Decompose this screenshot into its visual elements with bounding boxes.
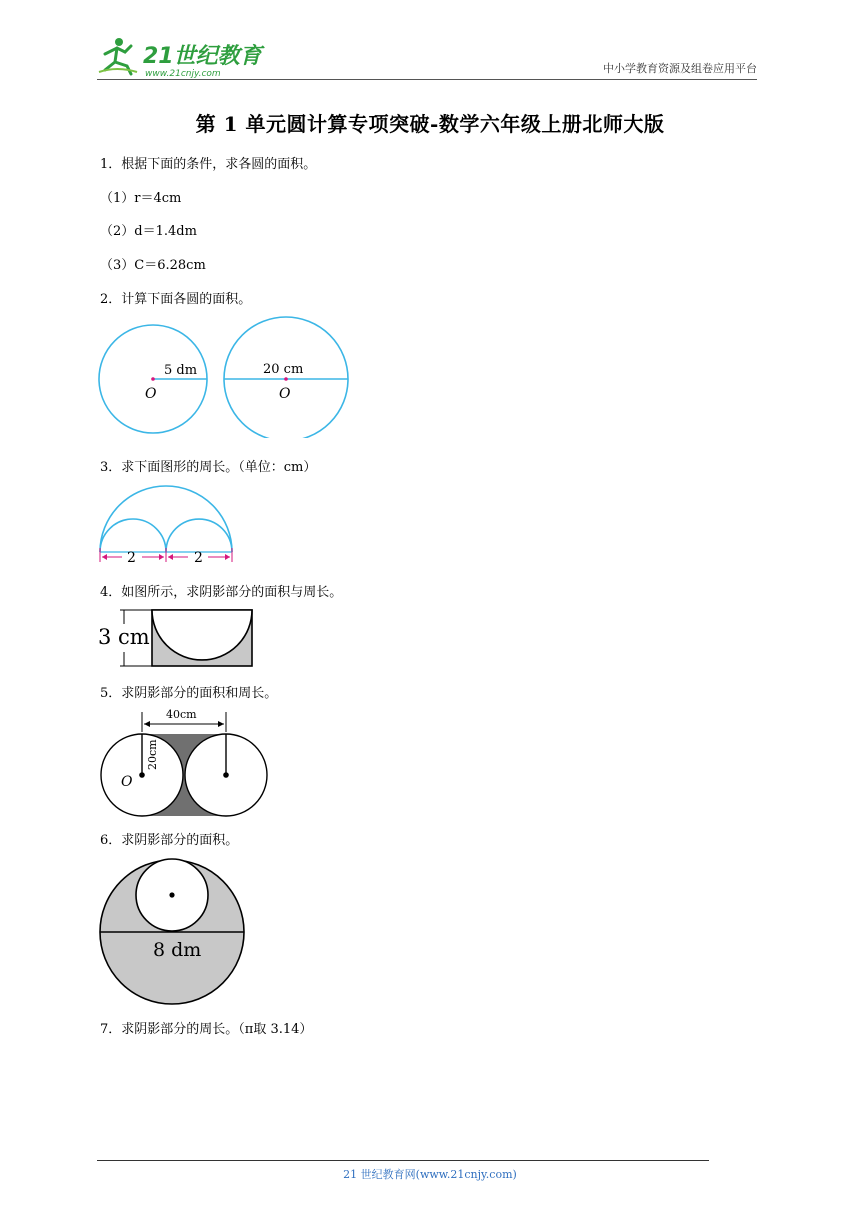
q3-left-length-label: 2 — [127, 550, 136, 566]
question-1: 1．根据下面的条件，求各圆的面积。 — [100, 157, 317, 172]
q2-circles-figure — [96, 316, 356, 438]
header-divider — [97, 79, 757, 80]
page-footer: 21 世纪教育网(www.21cnjy.com) — [343, 1168, 517, 1181]
q5-distance-label: 40cm — [166, 708, 197, 721]
question-5: 5．求阴影部分的面积和周长。 — [100, 686, 278, 701]
logo-sub-text: www.21cnjy.com — [145, 69, 221, 79]
runner-icon — [99, 38, 137, 74]
q5-radius-label: 20cm — [146, 739, 159, 770]
question-2: 2．计算下面各圆的面积。 — [100, 292, 252, 307]
logo-main-text: 21世纪教育 — [143, 44, 262, 69]
footer-divider — [97, 1160, 709, 1161]
question-1-part-3: （3）C＝6.28cm — [100, 258, 206, 273]
q3-right-semicircle — [166, 519, 232, 552]
q6-small-center-dot — [169, 892, 174, 897]
question-1-part-2: （2）d＝1.4dm — [100, 224, 197, 239]
q4-rectangle-figure — [96, 606, 258, 670]
page-header — [97, 36, 757, 80]
q2-left-radius-label: 5 dm — [164, 363, 198, 378]
q3-left-semicircle — [100, 519, 166, 552]
q3-semicircles-figure — [96, 484, 242, 566]
q5-center-label: O — [121, 774, 133, 790]
question-7: 7．求阴影部分的周长。（π取 3.14） — [100, 1022, 313, 1037]
question-4: 4．如图所示，求阴影部分的面积与周长。 — [100, 585, 343, 600]
q3-right-length-label: 2 — [194, 550, 203, 566]
q6-diameter-label: 8 dm — [153, 939, 202, 961]
q2-right-center-label: O — [279, 386, 291, 402]
question-3: 3．求下面图形的周长。（单位：cm） — [100, 460, 317, 475]
site-logo — [97, 36, 267, 80]
q5-two-circles-figure — [96, 704, 268, 818]
q6-circles-figure — [96, 856, 250, 1008]
q2-right-center-dot — [284, 377, 288, 381]
q2-right-diameter-label: 20 cm — [263, 362, 304, 377]
header-platform-text: 中小学教育资源及组卷应用平台 — [603, 62, 757, 75]
q2-left-center-dot — [151, 377, 155, 381]
q3-large-semicircle — [100, 486, 232, 552]
page-title: 第 1 单元圆计算专项突破-数学六年级上册北师大版 — [195, 112, 665, 136]
question-6: 6．求阴影部分的面积。 — [100, 833, 239, 848]
q4-height-label: 3 cm — [98, 625, 150, 649]
q2-left-center-label: O — [145, 386, 157, 402]
question-1-part-1: （1）r＝4cm — [100, 191, 182, 206]
